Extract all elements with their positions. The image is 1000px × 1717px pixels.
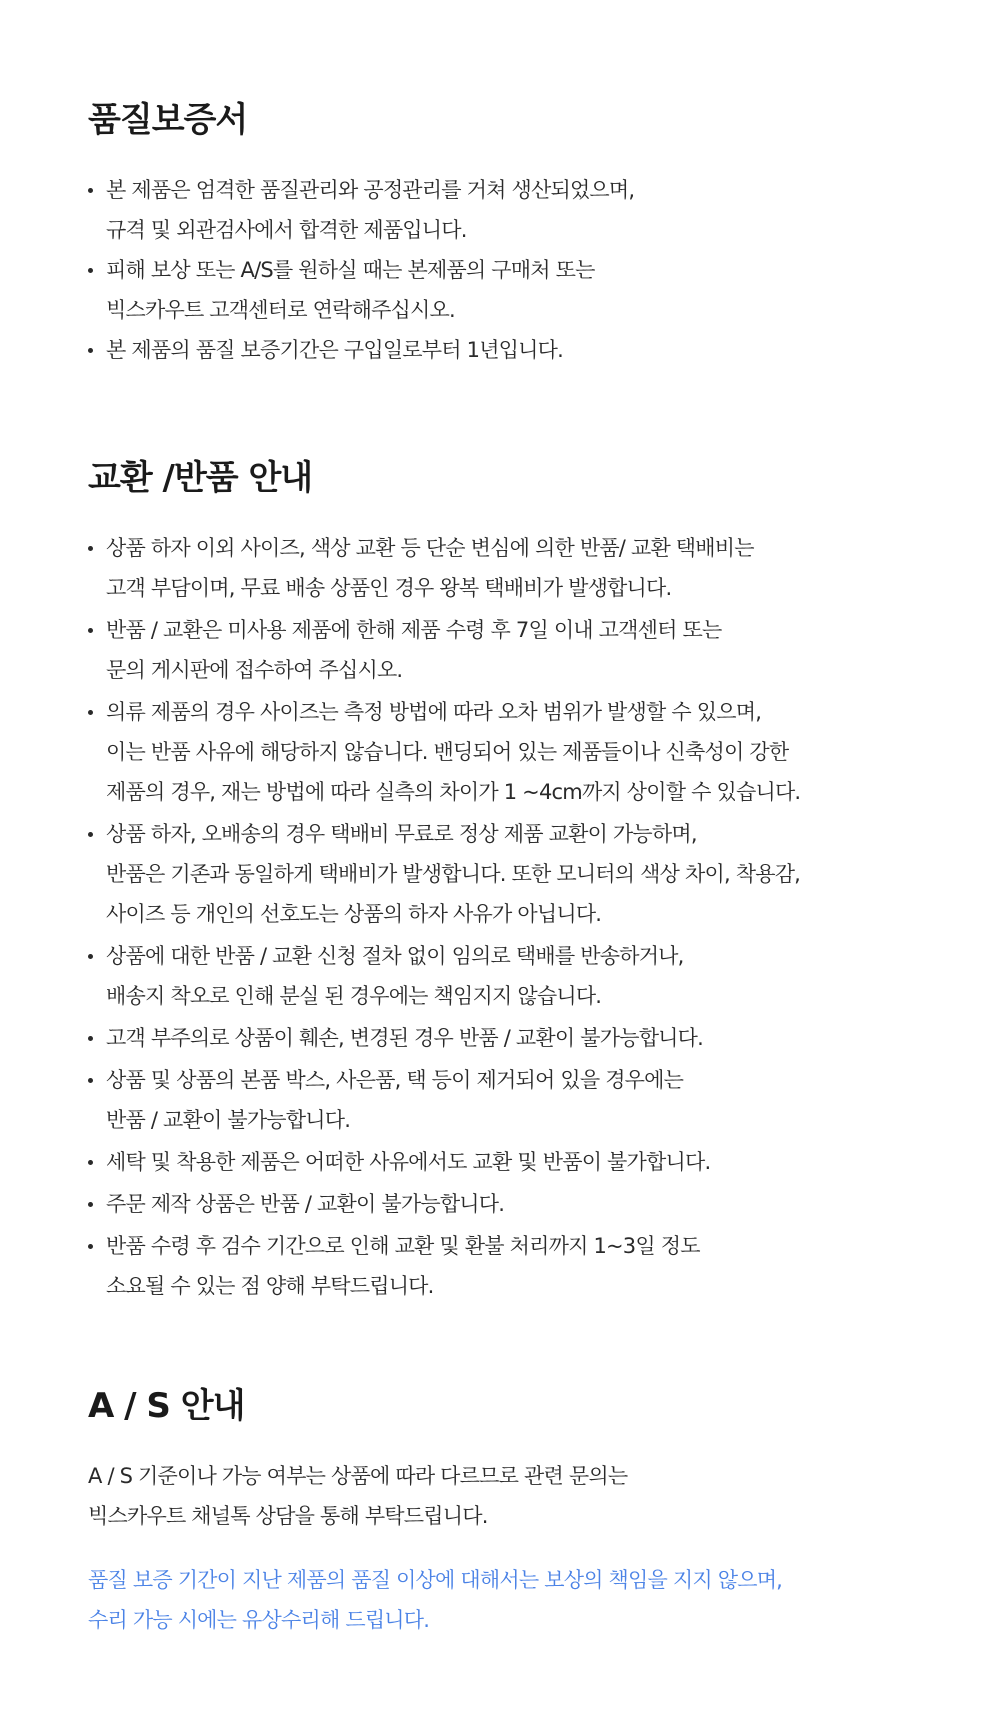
warranty-list [88, 170, 1000, 370]
as-section [88, 1382, 1000, 1640]
exchange-section [88, 454, 1000, 1306]
list-item [88, 610, 1000, 690]
item-line: 의류 제품의 경우 사이즈는 측정 방법에 따라 오차 범위가 발생할 수 있으며, [106, 700, 762, 724]
as-notice-line: 수리 가능 시에는 유상수리해 드립니다. [88, 1608, 430, 1632]
as-notice [88, 1560, 1000, 1640]
item-line: 문의 게시판에 접수하여 주십시오. [106, 658, 403, 682]
item-line: 주문 제작 상품은 반품 / 교환이 불가능합니다. [106, 1192, 505, 1216]
bullet-dot-icon [88, 348, 93, 353]
item-line: 상품 및 상품의 본품 박스, 사은품, 택 등이 제거되어 있을 경우에는 [106, 1068, 684, 1092]
item-line: 상품에 대한 반품 / 교환 신청 절차 없이 임의로 택배를 반송하거나, [106, 944, 684, 968]
list-item [88, 1060, 1000, 1140]
bullet-dot-icon [88, 188, 93, 193]
warranty-section [88, 96, 1000, 370]
warranty-title: 품질보증서 [88, 100, 248, 140]
as-body [88, 1456, 1000, 1536]
bullet-dot-icon [88, 1078, 93, 1083]
item-line: 배송지 착오로 인해 분실 된 경우에는 책임지지 않습니다. [106, 984, 602, 1008]
list-item [88, 814, 1000, 934]
item-line: 반품은 기존과 동일하게 택배비가 발생합니다. 또한 모니터의 색상 차이, 착용감, [106, 862, 801, 886]
bullet-dot-icon [88, 1036, 93, 1041]
list-item [88, 936, 1000, 1016]
item-line: 상품 하자 이외 사이즈, 색상 교환 등 단순 변심에 의한 반품/ 교환 택배비는 [106, 536, 754, 560]
item-line: 상품 하자, 오배송의 경우 택배비 무료로 정상 제품 교환이 가능하며, [106, 822, 697, 846]
as-title: A / S 안내 [88, 1386, 245, 1426]
list-item [88, 692, 1000, 812]
bullet-dot-icon [88, 268, 93, 273]
list-item [88, 1226, 1000, 1306]
item-line: 반품 / 교환은 미사용 제품에 한해 제품 수령 후 7일 이내 고객센터 또는 [106, 618, 722, 642]
bullet-dot-icon [88, 546, 93, 551]
item-line: 반품 / 교환이 불가능합니다. [106, 1108, 351, 1132]
bullet-dot-icon [88, 832, 93, 837]
bullet-dot-icon [88, 710, 93, 715]
item-line: 고객 부담이며, 무료 배송 상품인 경우 왕복 택배비가 발생합니다. [106, 576, 672, 600]
item-line: 이는 반품 사유에 해당하지 않습니다. 밴딩되어 있는 제품들이나 신축성이 강한 [106, 740, 789, 764]
list-item [88, 170, 1000, 250]
as-body-line: A / S 기준이나 가능 여부는 상품에 따라 다르므로 관련 문의는 [88, 1464, 628, 1488]
item-line: 빅스카우트 고객센터로 연락해주십시오. [106, 298, 455, 322]
bullet-dot-icon [88, 628, 93, 633]
list-item [88, 528, 1000, 608]
item-line: 세탁 및 착용한 제품은 어떠한 사유에서도 교환 및 반품이 불가합니다. [106, 1150, 711, 1174]
item-line: 사이즈 등 개인의 선호도는 상품의 하자 사유가 아닙니다. [106, 902, 602, 926]
item-line: 고객 부주의로 상품이 훼손, 변경된 경우 반품 / 교환이 불가능합니다. [106, 1026, 704, 1050]
list-item [88, 330, 1000, 370]
list-item [88, 1142, 1000, 1182]
as-notice-line: 품질 보증 기간이 지난 제품의 품질 이상에 대해서는 보상의 책임을 지지 않으며, [88, 1568, 783, 1592]
list-item [88, 250, 1000, 330]
bullet-dot-icon [88, 1160, 93, 1165]
item-line: 소요될 수 있는 점 양해 부탁드립니다. [106, 1274, 434, 1298]
list-item [88, 1184, 1000, 1224]
bullet-dot-icon [88, 1244, 93, 1249]
item-line: 반품 수령 후 검수 기간으로 인해 교환 및 환불 처리까지 1~3일 정도 [106, 1234, 700, 1258]
item-line: 본 제품은 엄격한 품질관리와 공정관리를 거쳐 생산되었으며, [106, 178, 635, 202]
as-body-line: 빅스카우트 채널톡 상담을 통해 부탁드립니다. [88, 1504, 488, 1528]
bullet-dot-icon [88, 1202, 93, 1207]
exchange-list [88, 528, 1000, 1306]
item-line: 피해 보상 또는 A/S를 원하실 때는 본제품의 구매처 또는 [106, 258, 595, 282]
bullet-dot-icon [88, 954, 93, 959]
list-item [88, 1018, 1000, 1058]
item-line: 규격 및 외관검사에서 합격한 제품입니다. [106, 218, 467, 242]
exchange-title: 교환 /반품 안내 [88, 458, 313, 498]
item-line: 본 제품의 품질 보증기간은 구입일로부터 1년입니다. [106, 338, 564, 362]
item-line: 제품의 경우, 재는 방법에 따라 실측의 차이가 1 ~4cm까지 상이할 수 있습니다. [106, 780, 801, 804]
